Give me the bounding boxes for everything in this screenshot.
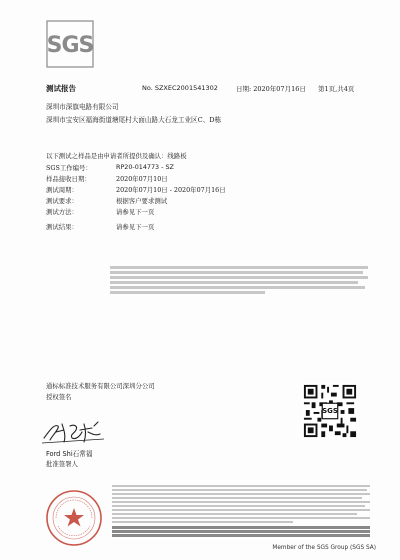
info-row-received-date	[46, 174, 366, 185]
info-value: 请参见下一页	[116, 223, 155, 231]
info-row-test-period	[46, 185, 366, 196]
info-value: 根据客户要求测试	[116, 197, 168, 205]
page-indicator: 第1页,共4页	[318, 85, 355, 93]
report-date: 日期: 2020年07月16日	[236, 85, 306, 93]
red-seal-stamp	[44, 488, 104, 548]
info-value: RP20-014773 - SZ	[116, 163, 174, 171]
client-address: 深圳市宝安区福海街道塘尾村大面山路大石龙工业区C、D栋	[46, 116, 222, 124]
svg-text:SGS: SGS	[46, 33, 94, 58]
sample-intro: 以下测试之样品是由申请者所提供及确认：线路板	[46, 152, 187, 160]
qr-code-icon	[302, 383, 358, 439]
info-row-test-method	[46, 207, 366, 218]
info-value: 请参见下一页	[116, 208, 155, 216]
info-value: 2020年07月10日	[116, 175, 168, 183]
footer-terms-illegible	[112, 485, 370, 538]
signatory-name: Ford Shi石常福	[46, 450, 93, 458]
info-row-test-request	[46, 196, 366, 207]
fine-print-illegible	[110, 266, 368, 296]
report-number: No. SZXEC2001541302	[142, 84, 218, 92]
info-row-test-result	[46, 222, 366, 233]
info-label: 测试结果：	[46, 223, 78, 231]
info-label: 测试周期：	[46, 186, 78, 194]
info-label: SGS工作编号：	[46, 164, 92, 172]
info-value: 2020年07月10日 - 2020年07月16日	[116, 186, 226, 194]
info-label: 样品接收日期：	[46, 175, 91, 183]
handwritten-signature	[40, 416, 110, 446]
report-title: 测试报告	[46, 84, 76, 93]
group-membership-note: Member of the SGS Group (SGS SA)	[272, 545, 376, 551]
sgs-logo	[46, 20, 94, 68]
info-label: 测试方法：	[46, 208, 78, 216]
issuing-company: 通标标准技术服务有限公司深圳分公司	[46, 382, 155, 390]
svg-text:SGS: SGS	[322, 407, 338, 416]
signatory-role: 批准签署人	[46, 460, 78, 468]
sample-info-list	[46, 163, 366, 233]
client-name: 深圳市深旗电路有限公司	[46, 103, 119, 111]
info-label: 测试要求：	[46, 197, 78, 205]
info-row-job-no	[46, 163, 366, 174]
authorized-signature-label: 授权签名	[46, 393, 72, 401]
